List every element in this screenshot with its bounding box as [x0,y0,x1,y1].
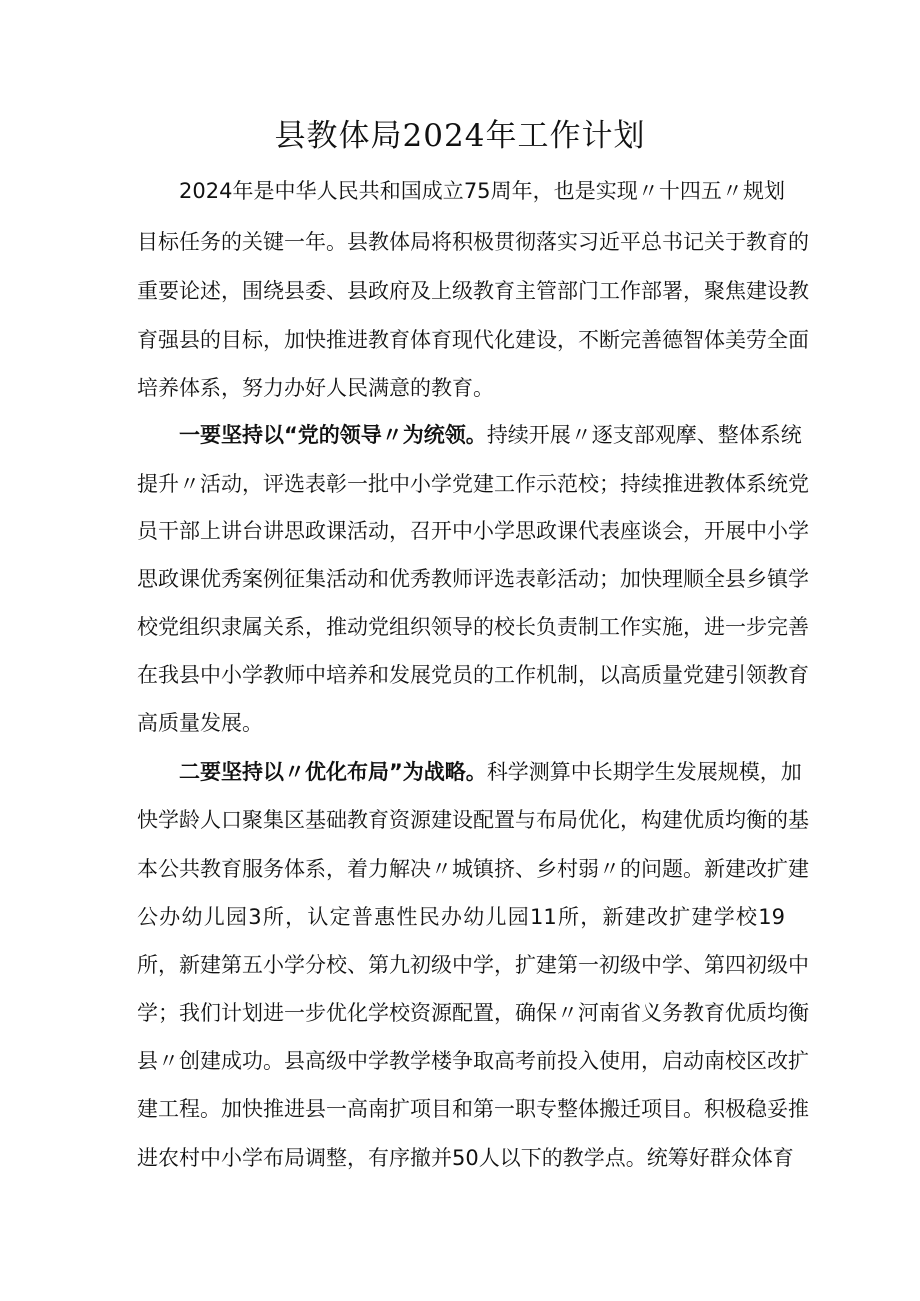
paragraph-line-text: 科学测算中长期学生发展规模，加 [486,760,802,784]
paragraph-line: 所，新建第五小学分校、第九初级中学，扩建第一初级中学、第四初级中 [137,953,809,977]
paragraph-line: 2024年是中华人民共和国成立75周年，也是实现〃十四五〃规划 [179,179,785,203]
paragraph-line: 重要论述，围绕县委、县政府及上级教育主管部门工作部署，聚焦建设教 [137,279,809,303]
paragraph-line: 校党组织隶属关系，推动党组织领导的校长负责制工作实施，进一步完善 [137,615,809,639]
paragraph-line: 进农村中小学布局调整，有序撤并50人以下的教学点。统筹好群众体育 [137,1146,794,1170]
paragraph-lead: 一要坚持以“党的领导〃为统领。 [179,423,487,447]
paragraph-line: 公办幼儿园3所，认定普惠性民办幼儿园11所，新建改扩建学校19 [137,905,785,929]
paragraph-line: 培养体系，努力办好人民满意的教育。 [137,376,494,400]
paragraph-line: 提升〃活动，评选表彰一批中小学党建工作示范校；持续推进教体系统党 [137,472,809,496]
paragraph-line: 本公共教育服务体系，着力解决〃城镇挤、乡村弱〃的问题。新建改扩建 [137,857,809,881]
paragraph-lead: 二要坚持以〃优化布局”为战略。 [179,760,487,784]
paragraph-line: 育强县的目标，加快推进教育体育现代化建设，不断完善德智体美劳全面 [137,328,809,352]
document-title: 县教体局2024年工作计划 [274,118,646,154]
paragraph-line: 目标任务的关键一年。县教体局将积极贯彻落实习近平总书记关于教育的 [137,230,809,254]
paragraph-line: 学；我们计划进一步优化学校资源配置，确保〃河南省义务教育优质均衡 [137,1001,809,1025]
paragraph-line: 员干部上讲台讲思政课活动，召开中小学思政课代表座谈会，开展中小学 [137,519,809,543]
paragraph-line: 思政课优秀案例征集活动和优秀教师评选表彰活动；加快理顺全县乡镇学 [137,567,809,591]
paragraph-line-text: 持续开展〃逐支部观摩、整体系统 [486,423,802,447]
paragraph-line: 建工程。加快推进县一高南扩项目和第一职专整体搬迁项目。积极稳妥推 [137,1097,809,1121]
paragraph-line-with-lead [179,420,802,450]
paragraph-line: 在我县中小学教师中培养和发展党员的工作机制，以高质量党建引领教育 [137,663,809,687]
paragraph-line: 高质量发展。 [137,711,263,735]
paragraph-line: 快学龄人口聚集区基础教育资源建设配置与布局优化，构建优质均衡的基 [137,808,809,832]
paragraph-line-with-lead [179,757,802,787]
paragraph-line: 县〃创建成功。县高级中学教学楼争取高考前投入使用，启动南校区改扩 [137,1049,809,1073]
